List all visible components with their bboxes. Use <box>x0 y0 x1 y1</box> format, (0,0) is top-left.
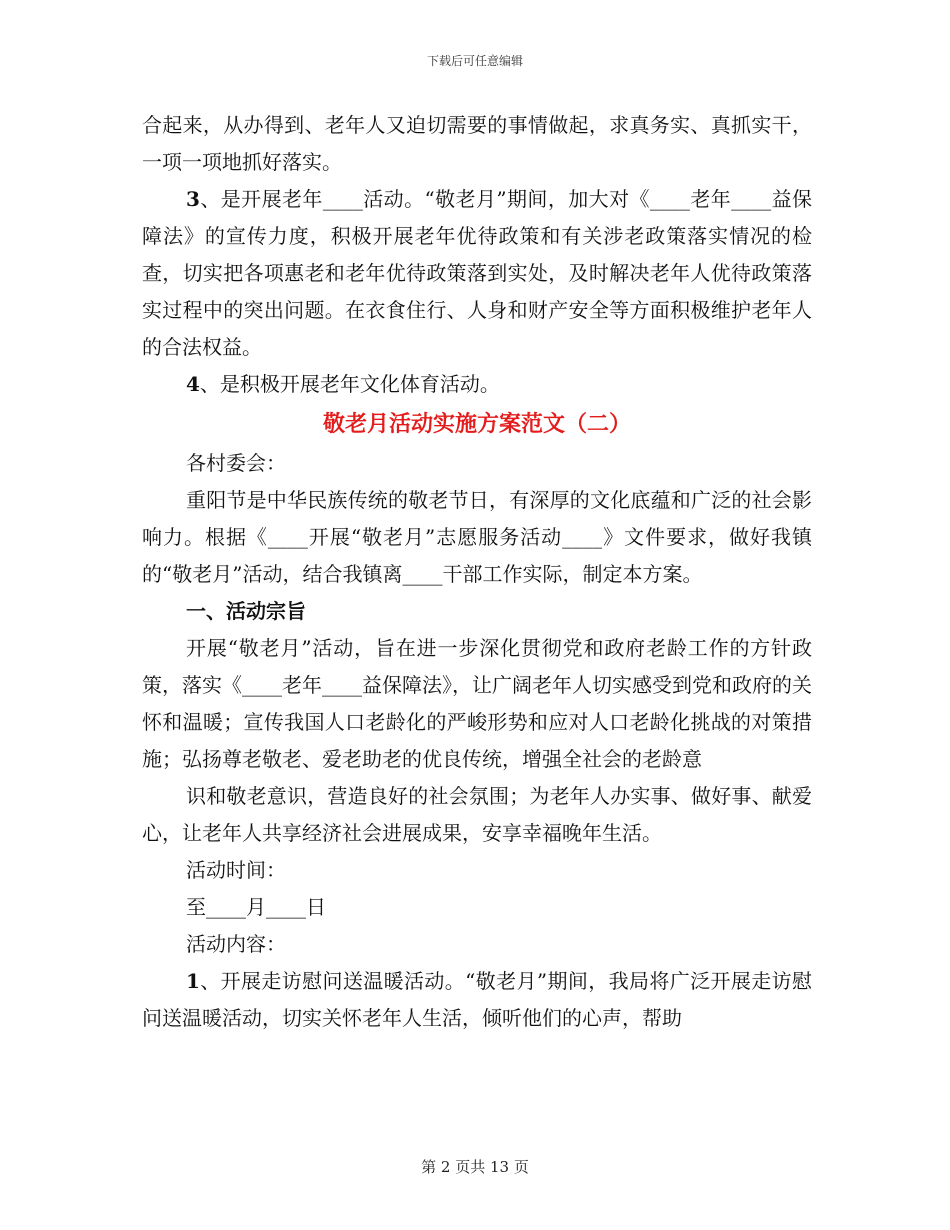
activity-time-label: 活动时间： <box>186 858 286 882</box>
paragraph-continuation: 合起来，从办得到、老年人又迫切需要的事情做起，求真务实、真抓实干，一项一项地抓好落实。 <box>142 113 812 174</box>
intro-paragraph: 重阳节是中华民族传统的敬老节日，有深厚的文化底蕴和广泛的社会影响力。根据《____开展“敬老月”志愿服务活动____》文件要求，做好我镇的“敬老月”活动，结合我镇离____干部工作实际，制定本方案。 <box>142 488 812 586</box>
paragraph-item-4 <box>142 366 812 403</box>
item-number: 1 <box>186 969 200 993</box>
activity-time-value: 至____月____日 <box>186 895 326 919</box>
heading-purpose: 一、活动宗旨 <box>186 599 306 623</box>
activity-content-label: 活动内容： <box>186 932 286 956</box>
paragraph-item-1 <box>142 963 812 1037</box>
purpose-paragraph: 开展“敬老月”活动，旨在进一步深化贯彻党和政府老龄工作的方针政策，落实《____老年____益保障法》，让广阔老年人切实感受到党和政府的关怀和温暖；宣传我国人口老龄化的严峻形势和应对人口老龄化挑战的对策措施；弘扬尊老敬老、爱老助老的优良传统，增强全社会的老龄意 <box>142 636 812 771</box>
paragraph-item-3 <box>142 181 812 366</box>
item-text: 、是积极开展老年文化体育活动。 <box>199 372 500 396</box>
item-text: 、是开展老年____活动。“敬老月”期间，加大对《____老年____益保障法》的宣传力度，积极开展老年优待政策和有关涉老政策落实情况的检查，切实把各项惠老和老年优待政策落到实处，及时解决老年人优待政策落实过程中的突出问题。在衣食住行、人身和财产安全等方面积极维护老年人的合法权益。 <box>142 187 812 359</box>
salutation: 各村委会： <box>186 451 286 475</box>
item-number: 4 <box>186 372 200 396</box>
document-body <box>142 107 812 1037</box>
page-footer: 第 2 页共 13 页 <box>421 1158 529 1176</box>
item-text: 、开展走访慰问送温暖活动。“敬老月”期间，我局将广泛开展走访慰问送温暖活动，切实关怀老年人生活，倾听他们的心声，帮助 <box>142 969 812 1030</box>
header-note: 下载后可任意编辑 <box>426 54 523 68</box>
purpose-paragraph-continued: 识和敬老意识，营造良好的社会氛围；为老年人办实事、做好事、献爱心，让老年人共享经济社会进展成果，安享幸福晚年生活。 <box>142 784 812 845</box>
item-number: 3 <box>186 187 200 211</box>
section-title: 敬老月活动实施方案范文（二） <box>322 411 631 437</box>
